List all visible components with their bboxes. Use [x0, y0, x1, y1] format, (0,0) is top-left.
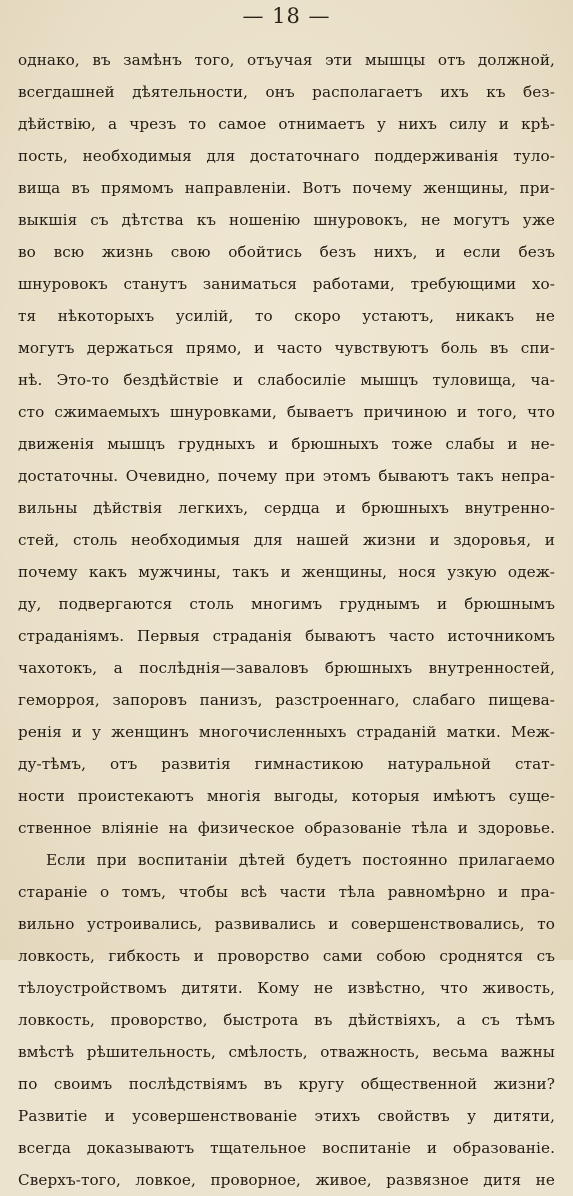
- text-line: вильно устроивались, развивались и совершенствовались, то: [18, 915, 555, 933]
- text-line: ловкость, проворство, быстрота въ дѣйствіяхъ, а съ тѣмъ: [18, 1011, 555, 1029]
- text-line: стараніе о томъ, чтобы всѣ части тѣла равномѣрно и пра-: [18, 883, 555, 901]
- text-line: ловкость, гибкость и проворство сами собою сроднятся съ: [18, 947, 555, 965]
- text-line: могутъ держаться прямо, и часто чувствуютъ боль въ спи-: [18, 339, 555, 357]
- text-line: выкшія съ дѣтства къ ношенію шнуровокъ, не могутъ уже: [18, 211, 555, 229]
- text-line: шнуровокъ станутъ заниматься работами, требующими хо-: [18, 275, 555, 293]
- text-line: достаточны. Очевидно, почему при этомъ бываютъ такъ непра-: [18, 467, 555, 485]
- text-line: вильны дѣйствія легкихъ, сердца и брюшныхъ внутренно-: [18, 499, 555, 517]
- text-line: однако, въ замѣнъ того, отъучая эти мышцы отъ должной,: [18, 51, 555, 69]
- text-line: тя нѣкоторыхъ усилій, то скоро устаютъ, никакъ не: [18, 307, 555, 325]
- text-line: тѣлоустройствомъ дитяти. Кому не извѣстно, что живость,: [18, 979, 555, 997]
- text-line: пость, необходимыя для достаточнаго поддерживанія туло-: [18, 147, 555, 165]
- text-line: ности проистекаютъ многія выгоды, которыя имѣютъ суще-: [18, 787, 555, 805]
- text-line: по своимъ послѣдствіямъ въ кругу общественной жизни?: [18, 1075, 555, 1093]
- text-line: страданіямъ. Первыя страданія бываютъ часто источникомъ: [18, 627, 555, 645]
- text-line: сто сжимаемыхъ шнуровками, бываетъ причиною и того, что: [18, 403, 555, 421]
- paragraph: [18, 844, 555, 1196]
- text-line: всегдашней дѣятельности, онъ располагаетъ ихъ къ без-: [18, 83, 555, 101]
- text-line: ственное вліяніе на физическое образованіе тѣла и здоровье.: [18, 819, 555, 837]
- text-line: вмѣстѣ рѣшительность, смѣлость, отважность, весьма важны: [18, 1043, 555, 1061]
- text-line: во всю жизнь свою обойтись безъ нихъ, и если безъ: [18, 243, 555, 261]
- text-line: ренія и у женщинъ многочисленныхъ страданій матки. Меж-: [18, 723, 555, 741]
- text-line: геморроя, запоровъ панизъ, разстроеннаго, слабаго пищева-: [18, 691, 555, 709]
- page-number: — 18 —: [242, 4, 331, 28]
- text-line: стей, столь необходимыя для нашей жизни и здоровья, и: [18, 531, 555, 549]
- text-line: всегда доказываютъ тщательное воспитаніе и образованіе.: [18, 1139, 555, 1157]
- text-line: Развитіе и усовершенствованіе этихъ свойствъ у дитяти,: [18, 1107, 555, 1125]
- text-line: нѣ. Это-то бездѣйствіе и слабосиліе мышцъ туловища, ча-: [18, 371, 555, 389]
- text-line: чахотокъ, а послѣднія—заваловъ брюшныхъ внутренностей,: [18, 659, 555, 677]
- text-line: почему какъ мужчины, такъ и женщины, нося узкую одеж-: [18, 563, 555, 581]
- text-line: дѣйствію, а чрезъ то самое отнимаетъ у нихъ силу и крѣ-: [18, 115, 555, 133]
- paragraph: [18, 44, 555, 844]
- text-line: Сверхъ-того, ловкое, проворное, живое, развязное дитя не: [18, 1171, 555, 1189]
- text-line: ду-тѣмъ, отъ развитія гимнастикою натуральной стат-: [18, 755, 555, 773]
- text-line: движенія мышцъ грудныхъ и брюшныхъ тоже слабы и не-: [18, 435, 555, 453]
- text-line: ду, подвергаются столь многимъ груднымъ и брюшнымъ: [18, 595, 555, 613]
- body-text: [18, 44, 555, 1196]
- text-line: вища въ прямомъ направленіи. Вотъ почему женщины, при-: [18, 179, 555, 197]
- text-line: Если при воспитаніи дѣтей будетъ постоянно прилагаемо: [46, 851, 555, 869]
